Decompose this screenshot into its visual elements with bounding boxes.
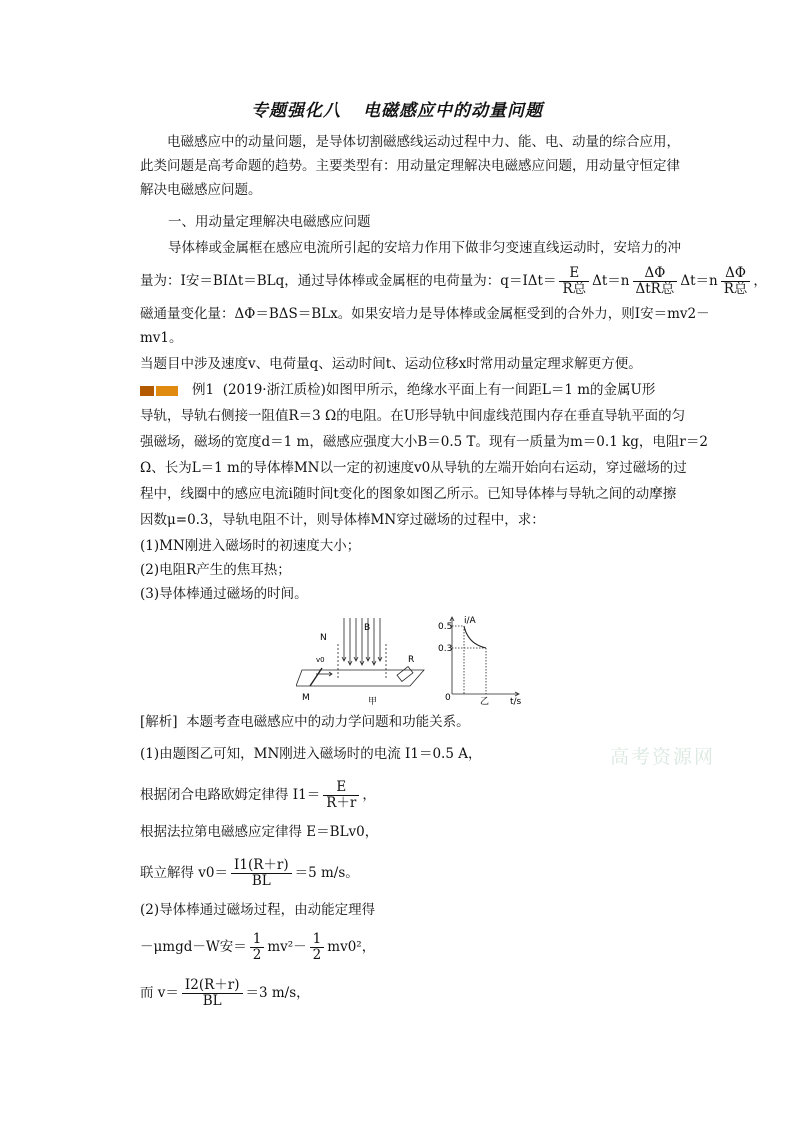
resistor-r <box>397 667 413 682</box>
solution-step6-prefix: －μmgd－W安＝ <box>140 939 247 955</box>
question-1: (1)MN刚进入磁场时的初速度大小； <box>140 538 361 554</box>
formula-mid2: Δt＝n <box>680 273 718 289</box>
current-time-graph <box>450 617 519 696</box>
y-axis-label: i/A <box>464 616 476 626</box>
x-axis-label: t/s <box>510 697 522 706</box>
solution-step3: 根据法拉第电磁感应定律得 E＝BLv0， <box>140 824 379 840</box>
solution-step5: (2)导体棒通过磁场过程，由动能定理得 <box>140 902 376 918</box>
example1-line6: 因数μ=0.3，导轨电阻不计，则导体棒MN穿过磁场的过程中，求： <box>140 512 545 528</box>
fraction-denominator: R总 <box>723 281 748 297</box>
title-part2: 电磁感应中的动量问题 <box>363 101 543 121</box>
solution-intro-text: 本题考查电磁感应中的动力学问题和功能关系。 <box>186 714 470 730</box>
tick-03: 0.3 <box>438 644 453 654</box>
solution-step6-tail: mv0²， <box>327 939 376 955</box>
question-2: (2)电阻R产生的焦耳热； <box>140 562 291 578</box>
solution-step7-prefix: 而 v＝ <box>140 985 179 1001</box>
example1-line4: Ω、长为L＝1 m的导体棒MN以一定的初速度v0从导轨的左端开始向右运动，穿过磁场的过 <box>140 460 687 476</box>
solution-step4-tail: ＝5 m/s。 <box>294 865 359 881</box>
example1-line5: 程中，线圈中的感应电流i随时间t变化的图象如图乙所示。已知导体棒与导轨之间的动摩擦 <box>140 486 677 502</box>
label-r: R <box>408 655 415 665</box>
watermark: 高考资源网 <box>610 746 716 768</box>
problem-figure <box>296 614 532 706</box>
question-3: (3)导体棒通过磁场的时间。 <box>140 586 308 602</box>
fraction-numerator: ΔΦ <box>721 266 751 282</box>
title-part1: 专题强化八 <box>251 101 341 121</box>
section1-text-line2-prefix: 量为：I安＝BIΔt＝BLq，通过导体棒或金属框的电荷量为： <box>140 273 501 289</box>
fraction-flux-over-time <box>633 266 678 297</box>
fraction-numerator: I2(R＋r) <box>182 978 243 994</box>
fraction-denominator: BL <box>202 993 222 1009</box>
example-text1: 如图甲所示，绝缘水平面上有一间距L＝1 m的金属U形 <box>325 382 656 398</box>
conductor-rod-mn <box>310 668 322 686</box>
example-source: (2019·浙江质检) <box>222 382 326 398</box>
current-curve <box>464 626 486 648</box>
solution-step7-tail: ＝3 m/s， <box>245 985 310 1001</box>
solution-step2 <box>140 778 685 812</box>
magnetic-field-arrows <box>342 618 382 665</box>
fraction-numerator: 1 <box>250 932 265 948</box>
example-marker-icon <box>140 386 178 396</box>
example1-line3: 强磁场，磁场的宽度d＝1 m，磁感应强度大小B＝0.5 T。现有一质量为m＝0.1 kg，电阻r＝2 <box>140 434 708 450</box>
solution-intro <box>140 712 685 732</box>
fraction-e-over-r <box>559 266 589 297</box>
fraction-numerator: 1 <box>310 932 325 948</box>
tick-05: 0.5 <box>438 622 453 632</box>
solution-step7 <box>140 976 685 1010</box>
fraction-denominator: 2 <box>312 947 322 963</box>
solution-step4-prefix: 联立解得 v0＝ <box>140 865 229 881</box>
rail-diagram <box>296 618 424 686</box>
fraction-half-2 <box>310 932 325 963</box>
solution-step6 <box>140 930 685 964</box>
section1-heading: 一、用动量定理解决电磁感应问题 <box>168 214 371 230</box>
fraction-denominator: BL <box>251 873 271 889</box>
solution-step2-tail: ， <box>362 787 376 803</box>
fraction-denominator: 2 <box>252 947 262 963</box>
charge-formula-lead: q＝IΔt＝ <box>500 273 557 289</box>
solution-step1: (1)由题图乙可知，MN刚进入磁场时的电流 I1＝0.5 A， <box>140 746 482 762</box>
formula-tail: ， <box>753 273 767 289</box>
fraction-v0 <box>231 858 292 889</box>
section1-text-line1: 导体棒或金属框在感应电流所引起的安培力作用下做非匀变速直线运动时，安培力的冲 <box>168 240 681 256</box>
section1-text-line4: mv1。 <box>140 330 183 346</box>
section1-text-line3: 磁通量变化量：ΔΦ＝BΔS＝BLx。如果安培力是导体棒或金属框受到的合外力，则I安＝mv2－ <box>140 306 710 322</box>
fraction-denominator: R＋r <box>326 795 357 811</box>
tick-0: 0 <box>445 693 451 703</box>
fraction-half-1 <box>250 932 265 963</box>
fraction-v <box>182 978 243 1009</box>
label-m: M <box>302 693 310 703</box>
fraction-e-over-r-plus-r <box>323 780 359 811</box>
formula-mid1: Δt＝n <box>592 273 630 289</box>
example-label: 例1 <box>192 382 215 398</box>
example1-line1 <box>140 380 685 400</box>
solution-label: [解析] <box>140 714 178 730</box>
solution-step2-prefix: 根据闭合电路欧姆定律得 I1＝ <box>140 787 321 803</box>
solution-step6-mid: mv²－ <box>267 939 307 955</box>
fraction-numerator: ΔΦ <box>633 266 678 282</box>
caption-jia: 甲 <box>368 697 378 706</box>
fraction-numerator: I1(R＋r) <box>231 858 292 874</box>
fraction-denominator: ΔtR总 <box>635 281 675 297</box>
fraction-numerator: E <box>559 266 589 282</box>
fraction-flux-over-r <box>721 266 751 297</box>
solution-step4 <box>140 856 685 890</box>
fraction-denominator: R总 <box>562 281 587 297</box>
label-v0: v0 <box>316 656 325 664</box>
caption-yi: 乙 <box>480 697 490 706</box>
section1-text-line5: 当题目中涉及速度v、电荷量q、运动时间t、运动位移x时常用动量定理求解更方便。 <box>140 356 642 372</box>
label-b: B <box>364 623 371 633</box>
intro-paragraph: 电磁感应中的动量问题，是导体切割磁感线运动过程中力、能、电、动量的综合应用，此类问题是高考命题的趋势。主要类型有：用动量定理解决电磁感应问题，用动量守恒定律解决电磁感应问题。 <box>140 134 680 198</box>
label-n: N <box>320 633 327 643</box>
example1-line2: 导轨，导轨右侧接一阻值R＝3 Ω的电阻。在U形导轨中间虚线范围内存在垂直导轨平面的匀 <box>140 408 686 424</box>
page-title <box>0 96 794 121</box>
fraction-numerator: E <box>323 780 359 796</box>
